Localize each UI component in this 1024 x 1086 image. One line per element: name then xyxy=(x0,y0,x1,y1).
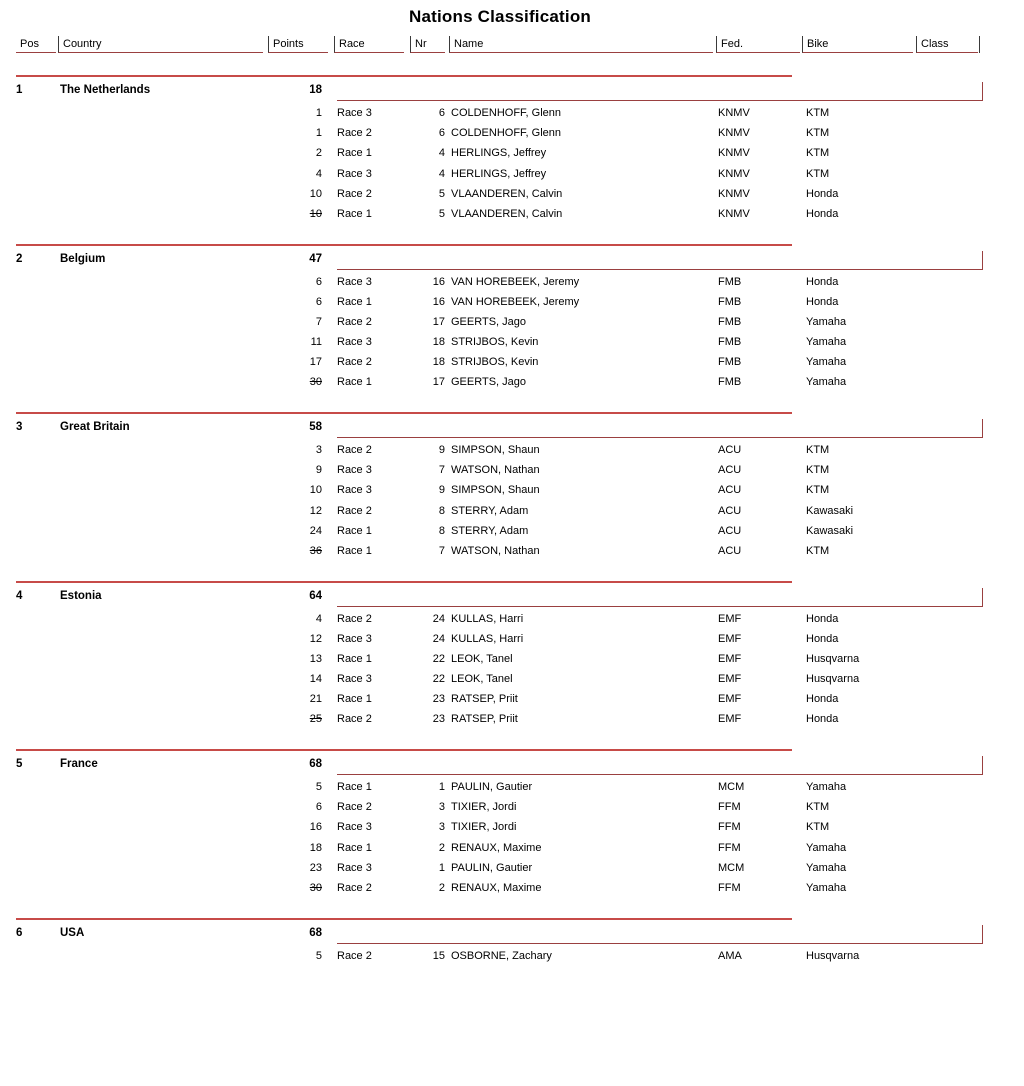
row-bike: Honda xyxy=(806,689,838,709)
row-bike: KTM xyxy=(806,817,829,837)
row-nr: 22 xyxy=(398,649,445,669)
section-bracket-line xyxy=(337,419,983,438)
row-race: Race 2 xyxy=(337,352,372,372)
row-rider-name: SIMPSON, Shaun xyxy=(451,440,540,460)
row-race: Race 2 xyxy=(337,312,372,332)
row-rider-name: STERRY, Adam xyxy=(451,501,528,521)
row-nr: 8 xyxy=(398,521,445,541)
row-points: 12 xyxy=(250,501,322,521)
row-nr: 16 xyxy=(398,272,445,292)
row-race: Race 3 xyxy=(337,629,372,649)
result-row xyxy=(0,292,1024,312)
header-fed: Fed. xyxy=(716,36,800,53)
row-bike: Honda xyxy=(806,629,838,649)
header-country: Country xyxy=(58,36,263,53)
row-nr: 15 xyxy=(398,946,445,966)
row-points: 4 xyxy=(250,609,322,629)
row-federation: MCM xyxy=(718,858,744,878)
row-rider-name: LEOK, Tanel xyxy=(451,669,513,689)
row-bike: Yamaha xyxy=(806,777,846,797)
row-bike: Yamaha xyxy=(806,838,846,858)
result-row xyxy=(0,797,1024,817)
section-bracket-line xyxy=(337,925,983,944)
row-nr: 1 xyxy=(398,777,445,797)
row-race: Race 2 xyxy=(337,440,372,460)
result-rows xyxy=(0,609,1024,730)
row-nr: 6 xyxy=(398,123,445,143)
result-row xyxy=(0,123,1024,143)
result-row xyxy=(0,164,1024,184)
row-points: 17 xyxy=(250,352,322,372)
section-bracket-line xyxy=(337,588,983,607)
row-federation: EMF xyxy=(718,689,741,709)
row-points: 9 xyxy=(250,460,322,480)
row-race: Race 2 xyxy=(337,609,372,629)
result-row xyxy=(0,440,1024,460)
row-federation: ACU xyxy=(718,480,741,500)
header-race: Race xyxy=(334,36,404,53)
result-row xyxy=(0,372,1024,392)
row-nr: 18 xyxy=(398,352,445,372)
row-rider-name: VAN HOREBEEK, Jeremy xyxy=(451,292,579,312)
nation-points: 47 xyxy=(250,253,322,265)
nation-section xyxy=(0,412,1024,581)
result-row xyxy=(0,332,1024,352)
row-federation: AMA xyxy=(718,946,742,966)
result-rows xyxy=(0,946,1024,966)
row-race: Race 1 xyxy=(337,649,372,669)
row-points: 30 xyxy=(250,372,322,392)
row-nr: 8 xyxy=(398,501,445,521)
section-rule-line xyxy=(16,749,792,751)
sections-container xyxy=(0,75,1024,1086)
row-nr: 24 xyxy=(398,609,445,629)
section-bracket-line xyxy=(337,251,983,270)
result-row xyxy=(0,777,1024,797)
row-race: Race 3 xyxy=(337,669,372,689)
row-federation: EMF xyxy=(718,669,741,689)
nation-position: 5 xyxy=(16,758,22,770)
row-rider-name: VLAANDEREN, Calvin xyxy=(451,204,562,224)
row-bike: Yamaha xyxy=(806,858,846,878)
row-bike: Husqvarna xyxy=(806,649,859,669)
row-race: Race 3 xyxy=(337,164,372,184)
nation-name: USA xyxy=(60,927,84,939)
row-nr: 22 xyxy=(398,669,445,689)
row-race: Race 1 xyxy=(337,777,372,797)
row-race: Race 1 xyxy=(337,143,372,163)
row-race: Race 1 xyxy=(337,372,372,392)
row-rider-name: VLAANDEREN, Calvin xyxy=(451,184,562,204)
row-points: 18 xyxy=(250,838,322,858)
section-bracket-line xyxy=(337,82,983,101)
result-rows xyxy=(0,440,1024,561)
row-bike: Honda xyxy=(806,204,838,224)
row-nr: 16 xyxy=(398,292,445,312)
row-points: 23 xyxy=(250,858,322,878)
row-points: 16 xyxy=(250,817,322,837)
row-race: Race 1 xyxy=(337,292,372,312)
nation-name: France xyxy=(60,758,98,770)
row-points: 12 xyxy=(250,629,322,649)
row-bike: KTM xyxy=(806,143,829,163)
header-bike: Bike xyxy=(802,36,913,53)
row-bike: KTM xyxy=(806,480,829,500)
row-rider-name: PAULIN, Gautier xyxy=(451,777,532,797)
row-nr: 17 xyxy=(398,312,445,332)
row-race: Race 3 xyxy=(337,272,372,292)
row-bike: Honda xyxy=(806,709,838,729)
row-nr: 9 xyxy=(398,480,445,500)
row-federation: ACU xyxy=(718,501,741,521)
row-points: 10 xyxy=(250,480,322,500)
row-race: Race 2 xyxy=(337,184,372,204)
nation-name: The Netherlands xyxy=(60,84,150,96)
result-row xyxy=(0,858,1024,878)
row-points: 6 xyxy=(250,797,322,817)
result-row xyxy=(0,689,1024,709)
row-bike: Yamaha xyxy=(806,312,846,332)
row-rider-name: COLDENHOFF, Glenn xyxy=(451,103,561,123)
row-bike: KTM xyxy=(806,103,829,123)
row-rider-name: HERLINGS, Jeffrey xyxy=(451,143,546,163)
row-points: 5 xyxy=(250,777,322,797)
row-federation: KNMV xyxy=(718,164,750,184)
row-points: 3 xyxy=(250,440,322,460)
nation-position: 6 xyxy=(16,927,22,939)
result-row xyxy=(0,649,1024,669)
row-federation: KNMV xyxy=(718,103,750,123)
row-race: Race 1 xyxy=(337,838,372,858)
row-points: 11 xyxy=(250,332,322,352)
result-row xyxy=(0,817,1024,837)
row-rider-name: STRIJBOS, Kevin xyxy=(451,332,538,352)
row-federation: FMB xyxy=(718,292,741,312)
row-federation: EMF xyxy=(718,609,741,629)
nation-name: Great Britain xyxy=(60,421,130,433)
nation-points: 18 xyxy=(250,84,322,96)
result-rows xyxy=(0,272,1024,393)
section-rule-line xyxy=(16,412,792,414)
row-rider-name: RENAUX, Maxime xyxy=(451,878,541,898)
row-nr: 6 xyxy=(398,103,445,123)
row-rider-name: RATSEP, Priit xyxy=(451,689,518,709)
row-federation: FFM xyxy=(718,878,741,898)
result-row xyxy=(0,480,1024,500)
row-federation: FMB xyxy=(718,332,741,352)
row-nr: 7 xyxy=(398,460,445,480)
row-federation: ACU xyxy=(718,541,741,561)
row-rider-name: SIMPSON, Shaun xyxy=(451,480,540,500)
row-bike: KTM xyxy=(806,460,829,480)
section-rule-line xyxy=(16,918,792,920)
nation-points: 58 xyxy=(250,421,322,433)
row-race: Race 2 xyxy=(337,797,372,817)
result-row xyxy=(0,143,1024,163)
row-federation: KNMV xyxy=(718,184,750,204)
row-nr: 1 xyxy=(398,858,445,878)
row-points: 24 xyxy=(250,521,322,541)
row-race: Race 3 xyxy=(337,858,372,878)
row-bike: Yamaha xyxy=(806,352,846,372)
row-federation: FFM xyxy=(718,838,741,858)
row-bike: KTM xyxy=(806,123,829,143)
row-points: 13 xyxy=(250,649,322,669)
row-race: Race 2 xyxy=(337,709,372,729)
row-nr: 9 xyxy=(398,440,445,460)
row-nr: 4 xyxy=(398,143,445,163)
row-nr: 3 xyxy=(398,817,445,837)
row-points: 6 xyxy=(250,292,322,312)
row-points: 1 xyxy=(250,123,322,143)
row-rider-name: RATSEP, Priit xyxy=(451,709,518,729)
result-row xyxy=(0,184,1024,204)
row-race: Race 1 xyxy=(337,521,372,541)
row-nr: 23 xyxy=(398,689,445,709)
row-points: 2 xyxy=(250,143,322,163)
row-race: Race 3 xyxy=(337,103,372,123)
row-federation: ACU xyxy=(718,521,741,541)
result-row xyxy=(0,541,1024,561)
section-rule-line xyxy=(16,581,792,583)
row-rider-name: HERLINGS, Jeffrey xyxy=(451,164,546,184)
section-rule-line xyxy=(16,244,792,246)
result-row xyxy=(0,709,1024,729)
row-federation: ACU xyxy=(718,440,741,460)
result-rows xyxy=(0,777,1024,898)
row-rider-name: STRIJBOS, Kevin xyxy=(451,352,538,372)
row-race: Race 1 xyxy=(337,541,372,561)
row-nr: 18 xyxy=(398,332,445,352)
row-points: 30 xyxy=(250,878,322,898)
row-bike: KTM xyxy=(806,541,829,561)
row-rider-name: GEERTS, Jago xyxy=(451,312,526,332)
row-rider-name: COLDENHOFF, Glenn xyxy=(451,123,561,143)
row-federation: KNMV xyxy=(718,143,750,163)
row-points: 10 xyxy=(250,204,322,224)
result-row xyxy=(0,460,1024,480)
header-points: Points xyxy=(268,36,328,53)
row-nr: 5 xyxy=(398,184,445,204)
row-race: Race 3 xyxy=(337,460,372,480)
row-bike: KTM xyxy=(806,440,829,460)
result-row xyxy=(0,103,1024,123)
header-name: Name xyxy=(449,36,713,53)
result-rows xyxy=(0,103,1024,224)
row-points: 1 xyxy=(250,103,322,123)
row-points: 4 xyxy=(250,164,322,184)
page-title: Nations Classification xyxy=(16,7,984,27)
row-bike: Yamaha xyxy=(806,372,846,392)
row-nr: 7 xyxy=(398,541,445,561)
row-race: Race 3 xyxy=(337,332,372,352)
row-rider-name: WATSON, Nathan xyxy=(451,460,540,480)
row-points: 25 xyxy=(250,709,322,729)
row-bike: Honda xyxy=(806,184,838,204)
header-pos: Pos xyxy=(16,36,56,53)
header-end-tick xyxy=(979,36,980,53)
row-federation: FMB xyxy=(718,352,741,372)
row-federation: ACU xyxy=(718,460,741,480)
result-row xyxy=(0,838,1024,858)
result-row xyxy=(0,312,1024,332)
row-federation: KNMV xyxy=(718,123,750,143)
result-row xyxy=(0,501,1024,521)
row-bike: KTM xyxy=(806,797,829,817)
row-nr: 2 xyxy=(398,838,445,858)
row-rider-name: RENAUX, Maxime xyxy=(451,838,541,858)
row-bike: Honda xyxy=(806,272,838,292)
nation-section xyxy=(0,75,1024,244)
row-race: Race 2 xyxy=(337,878,372,898)
row-rider-name: KULLAS, Harri xyxy=(451,629,523,649)
nation-points: 68 xyxy=(250,927,322,939)
row-bike: Honda xyxy=(806,609,838,629)
nation-position: 4 xyxy=(16,590,22,602)
row-federation: FFM xyxy=(718,817,741,837)
row-nr: 3 xyxy=(398,797,445,817)
nation-name: Estonia xyxy=(60,590,102,602)
nation-position: 1 xyxy=(16,84,22,96)
row-bike: Kawasaki xyxy=(806,501,853,521)
row-nr: 23 xyxy=(398,709,445,729)
row-points: 6 xyxy=(250,272,322,292)
row-race: Race 2 xyxy=(337,501,372,521)
nation-position: 3 xyxy=(16,421,22,433)
result-row xyxy=(0,878,1024,898)
row-rider-name: GEERTS, Jago xyxy=(451,372,526,392)
row-bike: Honda xyxy=(806,292,838,312)
row-nr: 4 xyxy=(398,164,445,184)
header-nr: Nr xyxy=(410,36,445,53)
row-nr: 2 xyxy=(398,878,445,898)
row-bike: Kawasaki xyxy=(806,521,853,541)
nation-points: 64 xyxy=(250,590,322,602)
row-federation: FMB xyxy=(718,312,741,332)
row-federation: FMB xyxy=(718,272,741,292)
header-class: Class xyxy=(916,36,978,53)
row-nr: 17 xyxy=(398,372,445,392)
row-race: Race 2 xyxy=(337,946,372,966)
row-rider-name: KULLAS, Harri xyxy=(451,609,523,629)
row-federation: EMF xyxy=(718,629,741,649)
row-race: Race 1 xyxy=(337,204,372,224)
result-row xyxy=(0,946,1024,966)
result-row xyxy=(0,204,1024,224)
nation-section xyxy=(0,918,1024,1086)
result-row xyxy=(0,669,1024,689)
row-federation: MCM xyxy=(718,777,744,797)
row-rider-name: WATSON, Nathan xyxy=(451,541,540,561)
row-rider-name: STERRY, Adam xyxy=(451,521,528,541)
row-bike: Husqvarna xyxy=(806,946,859,966)
nation-name: Belgium xyxy=(60,253,105,265)
nation-position: 2 xyxy=(16,253,22,265)
row-nr: 5 xyxy=(398,204,445,224)
row-rider-name: VAN HOREBEEK, Jeremy xyxy=(451,272,579,292)
row-federation: FMB xyxy=(718,372,741,392)
nation-section xyxy=(0,244,1024,413)
row-bike: Husqvarna xyxy=(806,669,859,689)
result-row xyxy=(0,272,1024,292)
row-federation: KNMV xyxy=(718,204,750,224)
row-points: 14 xyxy=(250,669,322,689)
row-race: Race 1 xyxy=(337,689,372,709)
row-federation: EMF xyxy=(718,709,741,729)
nation-points: 68 xyxy=(250,758,322,770)
row-rider-name: OSBORNE, Zachary xyxy=(451,946,552,966)
row-race: Race 3 xyxy=(337,817,372,837)
result-row xyxy=(0,352,1024,372)
row-federation: EMF xyxy=(718,649,741,669)
result-row xyxy=(0,629,1024,649)
row-points: 5 xyxy=(250,946,322,966)
row-race: Race 2 xyxy=(337,123,372,143)
row-points: 21 xyxy=(250,689,322,709)
result-row xyxy=(0,521,1024,541)
row-bike: KTM xyxy=(806,164,829,184)
row-bike: Yamaha xyxy=(806,332,846,352)
row-rider-name: PAULIN, Gautier xyxy=(451,858,532,878)
result-row xyxy=(0,609,1024,629)
row-points: 10 xyxy=(250,184,322,204)
row-federation: FFM xyxy=(718,797,741,817)
section-rule-line xyxy=(16,75,792,77)
row-bike: Yamaha xyxy=(806,878,846,898)
nation-section xyxy=(0,581,1024,750)
row-nr: 24 xyxy=(398,629,445,649)
row-points: 7 xyxy=(250,312,322,332)
row-points: 36 xyxy=(250,541,322,561)
section-bracket-line xyxy=(337,756,983,775)
row-rider-name: TIXIER, Jordi xyxy=(451,817,516,837)
nation-section xyxy=(0,749,1024,918)
row-rider-name: LEOK, Tanel xyxy=(451,649,513,669)
row-rider-name: TIXIER, Jordi xyxy=(451,797,516,817)
row-race: Race 3 xyxy=(337,480,372,500)
